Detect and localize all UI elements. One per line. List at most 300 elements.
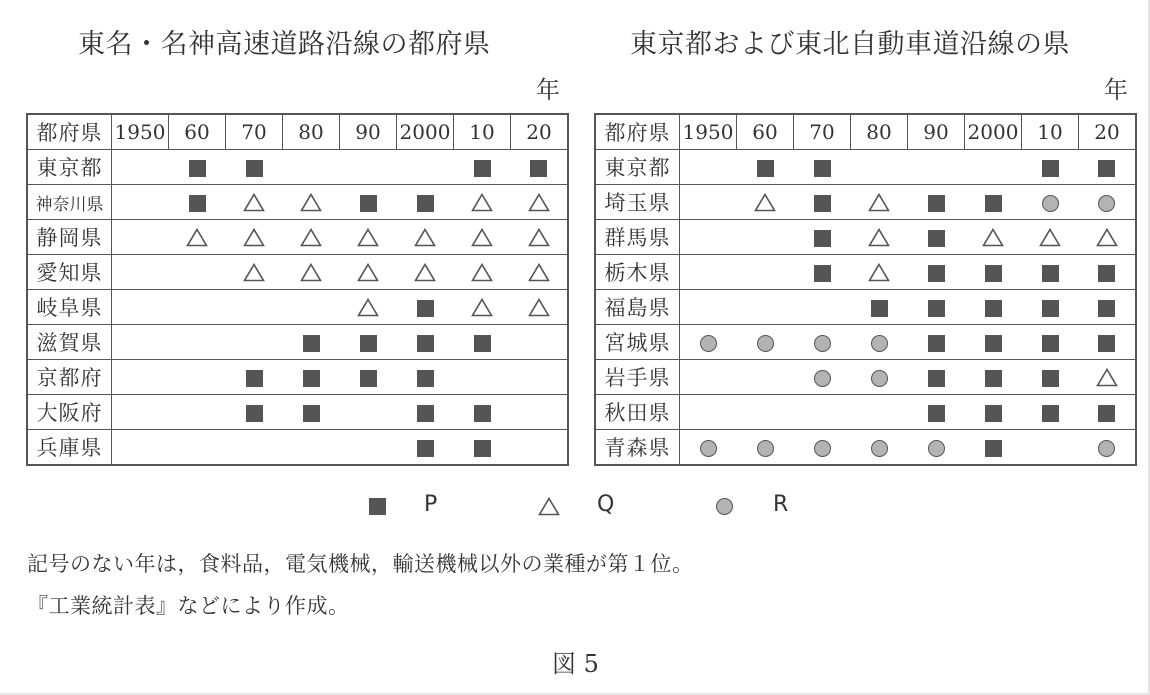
data-cell bbox=[965, 255, 1022, 290]
filled-square-icon bbox=[417, 370, 434, 387]
data-cell bbox=[226, 395, 283, 430]
filled-square-icon bbox=[985, 335, 1002, 352]
data-cell bbox=[169, 150, 226, 185]
filled-square-icon bbox=[928, 335, 945, 352]
data-cell bbox=[680, 185, 737, 220]
prefecture-name: 群馬県 bbox=[595, 220, 680, 255]
note-source: 『工業統計表』などにより作成。 bbox=[27, 594, 350, 618]
data-cell bbox=[1022, 150, 1079, 185]
data-cell bbox=[1022, 395, 1079, 430]
data-cell bbox=[226, 255, 283, 290]
data-cell bbox=[112, 395, 169, 430]
data-cell bbox=[794, 220, 851, 255]
column-header-year: 1950 bbox=[680, 114, 737, 150]
data-cell bbox=[965, 325, 1022, 360]
data-cell bbox=[454, 290, 511, 325]
open-triangle-icon bbox=[357, 298, 379, 317]
data-cell bbox=[908, 220, 965, 255]
data-cell bbox=[908, 360, 965, 395]
data-cell bbox=[454, 185, 511, 220]
data-cell bbox=[794, 185, 851, 220]
header-row bbox=[595, 114, 1136, 150]
table-row bbox=[595, 150, 1136, 185]
data-cell bbox=[283, 150, 340, 185]
data-cell bbox=[283, 255, 340, 290]
prefecture-name: 青森県 bbox=[595, 430, 680, 466]
data-cell bbox=[908, 290, 965, 325]
data-cell bbox=[454, 150, 511, 185]
column-header-year: 10 bbox=[1022, 114, 1079, 150]
column-header-year: 60 bbox=[737, 114, 794, 150]
filled-square-icon bbox=[1098, 335, 1115, 352]
data-cell bbox=[965, 150, 1022, 185]
data-cell bbox=[851, 395, 908, 430]
filled-square-icon bbox=[1042, 335, 1059, 352]
gray-circle-icon bbox=[716, 498, 733, 515]
data-cell bbox=[737, 430, 794, 466]
data-cell bbox=[397, 290, 454, 325]
data-cell bbox=[851, 325, 908, 360]
data-cell bbox=[511, 255, 569, 290]
data-cell bbox=[851, 220, 908, 255]
data-cell bbox=[1022, 290, 1079, 325]
filled-square-icon bbox=[530, 160, 547, 177]
open-triangle-icon bbox=[471, 228, 493, 247]
open-triangle-icon bbox=[528, 193, 550, 212]
filled-square-icon bbox=[985, 405, 1002, 422]
data-cell bbox=[112, 150, 169, 185]
table-row bbox=[27, 290, 568, 325]
legend-label-q: Q bbox=[597, 492, 615, 517]
data-cell bbox=[680, 395, 737, 430]
data-cell bbox=[851, 150, 908, 185]
prefecture-name: 愛知県 bbox=[27, 255, 112, 290]
data-cell bbox=[511, 430, 569, 466]
table-row bbox=[27, 220, 568, 255]
column-header-year: 2000 bbox=[397, 114, 454, 150]
data-cell bbox=[226, 185, 283, 220]
legend-label-r: R bbox=[773, 492, 789, 517]
filled-square-icon bbox=[814, 230, 831, 247]
data-cell bbox=[965, 360, 1022, 395]
table-row bbox=[595, 395, 1136, 430]
open-triangle-icon bbox=[471, 193, 493, 212]
gray-circle-icon bbox=[1098, 440, 1115, 457]
column-header-prefecture: 都府県 bbox=[595, 114, 680, 150]
data-cell bbox=[851, 290, 908, 325]
open-triangle-icon bbox=[868, 263, 890, 282]
table-row bbox=[27, 430, 568, 466]
open-triangle-icon bbox=[528, 228, 550, 247]
data-cell bbox=[680, 430, 737, 466]
data-cell bbox=[1022, 430, 1079, 466]
figure-label: 図 5 bbox=[552, 650, 599, 678]
column-header-year: 80 bbox=[283, 114, 340, 150]
table-row bbox=[595, 325, 1136, 360]
data-cell bbox=[794, 395, 851, 430]
table-row bbox=[27, 395, 568, 430]
filled-square-icon bbox=[1042, 405, 1059, 422]
right-table-title: 東京都および東北自動車道沿線の県 bbox=[630, 29, 1070, 60]
column-header-year: 90 bbox=[908, 114, 965, 150]
table-row bbox=[27, 185, 568, 220]
data-cell bbox=[112, 220, 169, 255]
data-cell bbox=[226, 290, 283, 325]
filled-square-icon bbox=[985, 195, 1002, 212]
legend-item-p bbox=[369, 490, 386, 522]
left-table-title: 東名・名神高速道路沿線の都府県 bbox=[78, 29, 491, 60]
data-cell bbox=[112, 290, 169, 325]
data-cell bbox=[1022, 255, 1079, 290]
open-triangle-icon bbox=[186, 228, 208, 247]
gray-circle-icon bbox=[700, 440, 717, 457]
open-triangle-icon bbox=[300, 193, 322, 212]
filled-square-icon bbox=[1042, 300, 1059, 317]
column-header-year: 20 bbox=[511, 114, 569, 150]
data-cell bbox=[1079, 395, 1137, 430]
column-header-year: 2000 bbox=[965, 114, 1022, 150]
filled-square-icon bbox=[474, 335, 491, 352]
column-header-year: 1950 bbox=[112, 114, 169, 150]
prefecture-name: 秋田県 bbox=[595, 395, 680, 430]
data-cell bbox=[340, 220, 397, 255]
data-cell bbox=[169, 325, 226, 360]
open-triangle-icon bbox=[471, 263, 493, 282]
prefecture-name: 東京都 bbox=[27, 150, 112, 185]
data-cell bbox=[680, 220, 737, 255]
data-cell bbox=[397, 255, 454, 290]
data-cell bbox=[169, 220, 226, 255]
gray-circle-icon bbox=[757, 440, 774, 457]
column-header-year: 70 bbox=[794, 114, 851, 150]
filled-square-icon bbox=[757, 160, 774, 177]
legend-item-q bbox=[538, 490, 560, 522]
data-cell bbox=[908, 255, 965, 290]
data-cell bbox=[454, 325, 511, 360]
data-cell bbox=[1079, 220, 1137, 255]
gray-circle-icon bbox=[757, 335, 774, 352]
gray-circle-icon bbox=[871, 370, 888, 387]
filled-square-icon bbox=[814, 195, 831, 212]
data-cell bbox=[226, 150, 283, 185]
data-cell bbox=[397, 220, 454, 255]
filled-square-icon bbox=[814, 265, 831, 282]
filled-square-icon bbox=[928, 195, 945, 212]
data-cell bbox=[737, 360, 794, 395]
filled-square-icon bbox=[303, 370, 320, 387]
column-header-prefecture: 都府県 bbox=[27, 114, 112, 150]
prefecture-name: 滋賀県 bbox=[27, 325, 112, 360]
filled-square-icon bbox=[928, 230, 945, 247]
data-cell bbox=[112, 325, 169, 360]
open-triangle-icon bbox=[243, 193, 265, 212]
data-cell bbox=[908, 185, 965, 220]
filled-square-icon bbox=[474, 405, 491, 422]
prefecture-name: 岩手県 bbox=[595, 360, 680, 395]
open-triangle-icon bbox=[300, 228, 322, 247]
prefecture-name: 京都府 bbox=[27, 360, 112, 395]
data-cell bbox=[283, 290, 340, 325]
filled-square-icon bbox=[474, 160, 491, 177]
data-cell bbox=[1022, 220, 1079, 255]
gray-circle-icon bbox=[814, 440, 831, 457]
data-cell bbox=[680, 150, 737, 185]
data-cell bbox=[680, 255, 737, 290]
gray-circle-icon bbox=[928, 440, 945, 457]
data-cell bbox=[397, 395, 454, 430]
data-cell bbox=[680, 290, 737, 325]
filled-square-icon bbox=[928, 265, 945, 282]
filled-square-icon bbox=[1098, 405, 1115, 422]
data-cell bbox=[965, 290, 1022, 325]
data-cell bbox=[112, 185, 169, 220]
prefecture-name: 岐阜県 bbox=[27, 290, 112, 325]
data-cell bbox=[851, 185, 908, 220]
gray-circle-icon bbox=[814, 370, 831, 387]
data-cell bbox=[1079, 150, 1137, 185]
data-cell bbox=[340, 290, 397, 325]
data-cell bbox=[737, 325, 794, 360]
filled-square-icon bbox=[417, 405, 434, 422]
data-cell bbox=[737, 290, 794, 325]
data-cell bbox=[794, 150, 851, 185]
column-header-year: 70 bbox=[226, 114, 283, 150]
open-triangle-icon bbox=[243, 263, 265, 282]
data-cell bbox=[737, 395, 794, 430]
open-triangle-icon bbox=[538, 497, 560, 516]
filled-square-icon bbox=[871, 300, 888, 317]
data-cell bbox=[1022, 325, 1079, 360]
data-cell bbox=[511, 395, 569, 430]
filled-square-icon bbox=[985, 265, 1002, 282]
table-row bbox=[595, 185, 1136, 220]
gray-circle-icon bbox=[1042, 195, 1059, 212]
data-cell bbox=[340, 395, 397, 430]
prefecture-name: 静岡県 bbox=[27, 220, 112, 255]
data-cell bbox=[1079, 360, 1137, 395]
data-cell bbox=[737, 150, 794, 185]
filled-square-icon bbox=[985, 440, 1002, 457]
data-cell bbox=[283, 325, 340, 360]
column-header-year: 20 bbox=[1079, 114, 1137, 150]
data-cell bbox=[226, 430, 283, 466]
data-cell bbox=[908, 430, 965, 466]
filled-square-icon bbox=[303, 405, 320, 422]
column-header-year: 60 bbox=[169, 114, 226, 150]
filled-square-icon bbox=[474, 440, 491, 457]
gray-circle-icon bbox=[871, 335, 888, 352]
open-triangle-icon bbox=[471, 298, 493, 317]
open-triangle-icon bbox=[528, 263, 550, 282]
filled-square-icon bbox=[417, 440, 434, 457]
open-triangle-icon bbox=[528, 298, 550, 317]
open-triangle-icon bbox=[982, 228, 1004, 247]
data-cell bbox=[851, 255, 908, 290]
data-cell bbox=[1079, 185, 1137, 220]
open-triangle-icon bbox=[243, 228, 265, 247]
data-cell bbox=[1079, 325, 1137, 360]
data-cell bbox=[112, 430, 169, 466]
data-cell bbox=[283, 430, 340, 466]
data-cell bbox=[908, 325, 965, 360]
table-row bbox=[27, 325, 568, 360]
gray-circle-icon bbox=[871, 440, 888, 457]
data-cell bbox=[283, 360, 340, 395]
data-cell bbox=[737, 220, 794, 255]
column-header-year: 80 bbox=[851, 114, 908, 150]
data-cell bbox=[226, 360, 283, 395]
filled-square-icon bbox=[360, 335, 377, 352]
filled-square-icon bbox=[369, 498, 386, 515]
open-triangle-icon bbox=[357, 228, 379, 247]
data-cell bbox=[454, 255, 511, 290]
filled-square-icon bbox=[246, 370, 263, 387]
prefecture-name: 栃木県 bbox=[595, 255, 680, 290]
data-cell bbox=[169, 255, 226, 290]
prefecture-name: 宮城県 bbox=[595, 325, 680, 360]
open-triangle-icon bbox=[1096, 368, 1118, 387]
prefecture-name: 福島県 bbox=[595, 290, 680, 325]
left-table-unit: 年 bbox=[536, 76, 560, 104]
data-cell bbox=[454, 360, 511, 395]
filled-square-icon bbox=[814, 160, 831, 177]
data-cell bbox=[169, 360, 226, 395]
data-cell bbox=[851, 430, 908, 466]
data-cell bbox=[511, 185, 569, 220]
data-cell bbox=[794, 360, 851, 395]
left-industry-table bbox=[26, 113, 569, 466]
data-cell bbox=[1022, 360, 1079, 395]
data-cell bbox=[908, 150, 965, 185]
prefecture-name: 埼玉県 bbox=[595, 185, 680, 220]
open-triangle-icon bbox=[1039, 228, 1061, 247]
data-cell bbox=[794, 290, 851, 325]
data-cell bbox=[965, 395, 1022, 430]
gray-circle-icon bbox=[700, 335, 717, 352]
filled-square-icon bbox=[360, 370, 377, 387]
right-industry-table bbox=[594, 113, 1137, 466]
table-row bbox=[595, 290, 1136, 325]
data-cell bbox=[397, 185, 454, 220]
data-cell bbox=[737, 255, 794, 290]
prefecture-name: 兵庫県 bbox=[27, 430, 112, 466]
filled-square-icon bbox=[189, 195, 206, 212]
data-cell bbox=[112, 360, 169, 395]
data-cell bbox=[112, 255, 169, 290]
data-cell bbox=[1079, 290, 1137, 325]
filled-square-icon bbox=[417, 300, 434, 317]
filled-square-icon bbox=[985, 370, 1002, 387]
data-cell bbox=[397, 360, 454, 395]
data-cell bbox=[511, 290, 569, 325]
open-triangle-icon bbox=[414, 263, 436, 282]
data-cell bbox=[226, 220, 283, 255]
data-cell bbox=[511, 360, 569, 395]
table-row bbox=[595, 220, 1136, 255]
header-row bbox=[27, 114, 568, 150]
data-cell bbox=[169, 185, 226, 220]
data-cell bbox=[851, 360, 908, 395]
data-cell bbox=[283, 220, 340, 255]
legend bbox=[0, 490, 1150, 522]
data-cell bbox=[794, 430, 851, 466]
table-row bbox=[27, 255, 568, 290]
filled-square-icon bbox=[1098, 160, 1115, 177]
data-cell bbox=[226, 325, 283, 360]
data-cell bbox=[794, 255, 851, 290]
filled-square-icon bbox=[928, 405, 945, 422]
filled-square-icon bbox=[303, 335, 320, 352]
filled-square-icon bbox=[246, 405, 263, 422]
data-cell bbox=[454, 430, 511, 466]
data-cell bbox=[397, 325, 454, 360]
data-cell bbox=[169, 395, 226, 430]
data-cell bbox=[737, 185, 794, 220]
data-cell bbox=[680, 325, 737, 360]
filled-square-icon bbox=[417, 335, 434, 352]
filled-square-icon bbox=[1098, 265, 1115, 282]
data-cell bbox=[283, 185, 340, 220]
open-triangle-icon bbox=[754, 193, 776, 212]
filled-square-icon bbox=[928, 370, 945, 387]
note-no-symbol: 記号のない年は，食料品，電気機械，輸送機械以外の業種が第１位。 bbox=[27, 552, 694, 576]
open-triangle-icon bbox=[868, 193, 890, 212]
data-cell bbox=[169, 290, 226, 325]
filled-square-icon bbox=[246, 160, 263, 177]
data-cell bbox=[965, 185, 1022, 220]
open-triangle-icon bbox=[357, 263, 379, 282]
filled-square-icon bbox=[1042, 160, 1059, 177]
prefecture-name: 東京都 bbox=[595, 150, 680, 185]
table-row bbox=[27, 150, 568, 185]
data-cell bbox=[340, 325, 397, 360]
open-triangle-icon bbox=[868, 228, 890, 247]
filled-square-icon bbox=[1098, 300, 1115, 317]
data-cell bbox=[340, 360, 397, 395]
legend-label-p: P bbox=[424, 492, 438, 517]
open-triangle-icon bbox=[1096, 228, 1118, 247]
filled-square-icon bbox=[1042, 370, 1059, 387]
data-cell bbox=[397, 150, 454, 185]
data-cell bbox=[511, 150, 569, 185]
open-triangle-icon bbox=[414, 228, 436, 247]
data-cell bbox=[965, 430, 1022, 466]
filled-square-icon bbox=[360, 195, 377, 212]
table-row bbox=[595, 255, 1136, 290]
data-cell bbox=[511, 220, 569, 255]
gray-circle-icon bbox=[814, 335, 831, 352]
data-cell bbox=[794, 325, 851, 360]
filled-square-icon bbox=[985, 300, 1002, 317]
column-header-year: 10 bbox=[454, 114, 511, 150]
gray-circle-icon bbox=[1098, 195, 1115, 212]
table-row bbox=[27, 360, 568, 395]
data-cell bbox=[169, 430, 226, 466]
filled-square-icon bbox=[928, 300, 945, 317]
filled-square-icon bbox=[189, 160, 206, 177]
data-cell bbox=[340, 185, 397, 220]
open-triangle-icon bbox=[300, 263, 322, 282]
prefecture-name: 大阪府 bbox=[27, 395, 112, 430]
prefecture-name: 神奈川県 bbox=[27, 185, 112, 220]
data-cell bbox=[397, 430, 454, 466]
filled-square-icon bbox=[1042, 265, 1059, 282]
right-table-unit: 年 bbox=[1104, 76, 1128, 104]
data-cell bbox=[1022, 185, 1079, 220]
data-cell bbox=[454, 220, 511, 255]
column-header-year: 90 bbox=[340, 114, 397, 150]
data-cell bbox=[965, 220, 1022, 255]
